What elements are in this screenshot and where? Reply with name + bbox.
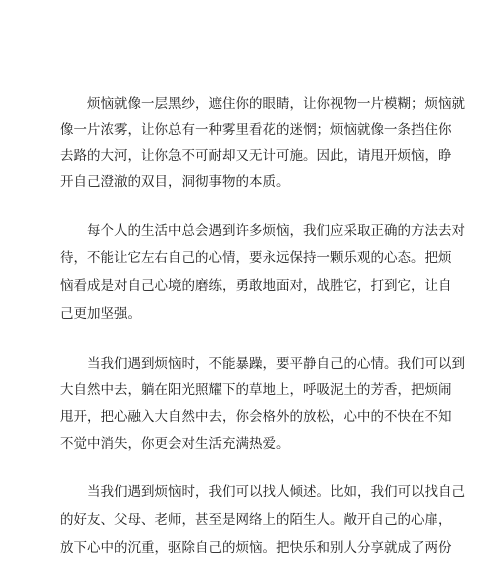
text-line: 烦恼就像一层黑纱，遮住你的眼睛，让你视物一片模糊；烦恼就 bbox=[87, 96, 465, 112]
text-line: 像一片浓雾，让你总有一种雾里看花的迷惘；烦恼就像一条挡住你 bbox=[60, 122, 452, 138]
text-line: 不觉中消失，你更会对生活充满热爱。 bbox=[60, 436, 290, 452]
text-line: 的好友、父母、老师，甚至是网络上的陌生人。敞开自己的心扉， bbox=[60, 512, 452, 528]
text-line: 恼看成是对自己心境的磨练，勇敢地面对，战胜它，打到它，让自 bbox=[60, 278, 452, 294]
text-line: 开自己澄澈的双目，洞彻事物的本质。 bbox=[60, 174, 290, 190]
text-line: 甩开，把心融入大自然中去，你会格外的放松，心中的不快在不知 bbox=[60, 409, 452, 425]
text-line: 放下心中的沉重，驱除自己的烦恼。把快乐和别人分享就成了两份 bbox=[60, 540, 452, 556]
text-line: 己更加坚强。 bbox=[60, 306, 141, 322]
text-line: 大自然中去，躺在阳光照耀下的草地上，呼吸泥土的芳香，把烦闹 bbox=[60, 382, 452, 398]
text-line: 每个人的生活中总会遇到许多烦恼，我们应采取正确的方法去对 bbox=[87, 223, 465, 239]
text-line: 当我们遇到烦恼时，不能暴躁，要平静自己的心情。我们可以到 bbox=[87, 356, 465, 372]
text-line: 当我们遇到烦恼时，我们可以找人倾述。比如，我们可以找自己 bbox=[87, 484, 465, 500]
text-line: 待，不能让它左右自己的心情，要永远保持一颗乐观的心态。把烦 bbox=[60, 250, 452, 266]
text-line: 去路的大河，让你急不可耐却又无计可施。因此，请甩开烦恼，睁 bbox=[60, 148, 452, 164]
